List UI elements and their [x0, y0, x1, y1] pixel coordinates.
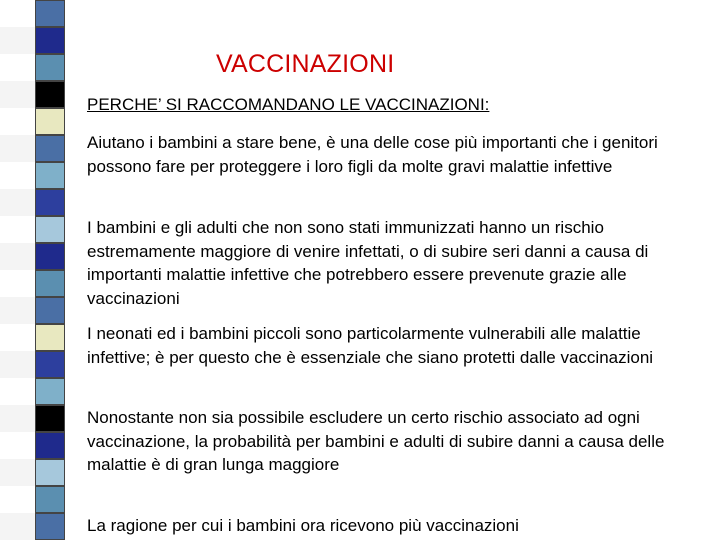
stripe-block — [35, 189, 65, 216]
stripe-edge — [0, 81, 35, 108]
stripe-block — [35, 243, 65, 270]
stripe-block — [35, 54, 65, 81]
stripe-edge — [0, 378, 35, 405]
paragraph-3: I neonati ed i bambini piccoli sono particolarmente vulnerabili alle malattie infettive; è per questo che è essenziale che siano protetti dalle vaccinazioni — [87, 324, 654, 367]
stripe-block — [35, 270, 65, 297]
stripe-edge — [0, 324, 35, 351]
stripe-block — [35, 0, 65, 27]
stripe-block — [35, 81, 65, 108]
stripe-edge — [0, 189, 35, 216]
stripe-edge — [0, 135, 35, 162]
stripe-edge — [0, 297, 35, 324]
stripe-edge — [0, 27, 35, 54]
stripe-edge — [0, 54, 35, 81]
stripe-edge — [0, 432, 35, 459]
stripe-block — [35, 162, 65, 189]
stripe-block — [35, 432, 65, 459]
stripe-edge — [0, 243, 35, 270]
stripe-edge — [0, 0, 35, 27]
stripe-block — [35, 324, 65, 351]
paragraph-5: La ragione per cui i bambini ora ricevono più vaccinazioni — [87, 516, 519, 535]
stripe-block — [35, 351, 65, 378]
stripe-edge — [0, 405, 35, 432]
stripe-block — [35, 135, 65, 162]
stripe-block — [35, 513, 65, 540]
stripe-edge — [0, 216, 35, 243]
decorative-stripe — [0, 0, 66, 540]
section-heading: PERCHE’ SI RACCOMANDANO LE VACCINAZIONI: — [87, 95, 490, 114]
stripe-block — [35, 405, 65, 432]
paragraph-4: Nonostante non sia possibile escludere un certo rischio associato ad ogni vaccinazione, la probabilità per bambini e adulti di subire danni a causa delle malattie è di gran lunga maggiore — [87, 408, 665, 474]
stripe-edge — [0, 486, 35, 513]
stripe-edge — [0, 162, 35, 189]
stripe-edge — [0, 459, 35, 486]
stripe-edge — [0, 351, 35, 378]
stripe-block — [35, 378, 65, 405]
stripe-edge — [0, 513, 35, 540]
stripe-block — [35, 108, 65, 135]
page-title: VACCINAZIONI — [216, 50, 395, 78]
stripe-block — [35, 297, 65, 324]
stripe-block — [35, 459, 65, 486]
paragraph-2: I bambini e gli adulti che non sono stati immunizzati hanno un rischio estremamente maggiore di venire infettati, o di subire seri danni a causa di importanti malattie infettive che potrebbero essere prevenute grazie alle vaccinazioni — [87, 218, 649, 308]
stripe-block — [35, 486, 65, 513]
stripe-block — [35, 216, 65, 243]
stripe-edge — [0, 108, 35, 135]
stripe-edge — [0, 270, 35, 297]
paragraph-1: Aiutano i bambini a stare bene, è una delle cose più importanti che i genitori possono fare per proteggere i loro figli da molte gravi malattie infettive — [87, 133, 658, 176]
stripe-block — [35, 27, 65, 54]
